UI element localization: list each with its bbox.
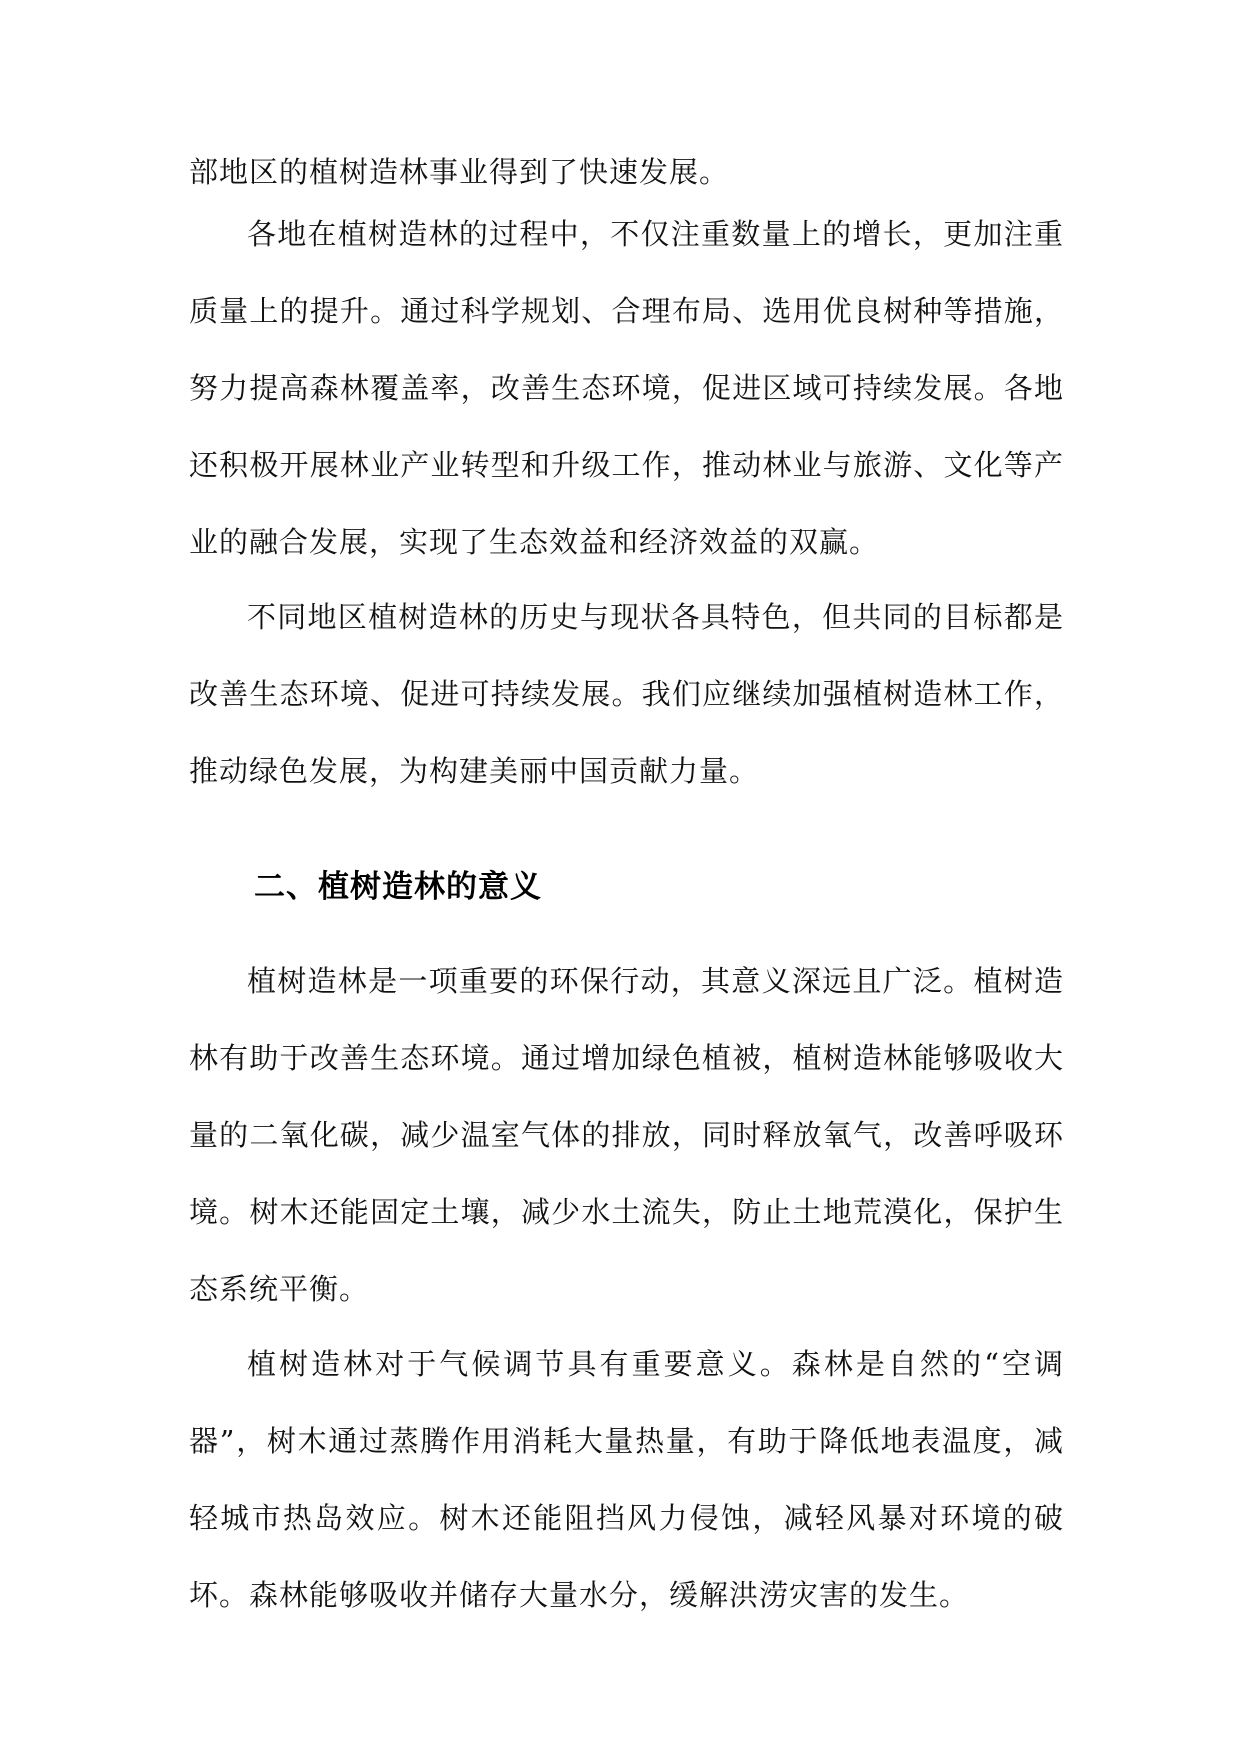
paragraph-regional-goals: 不同地区植树造林的历史与现状各具特色，但共同的目标都是改善生态环境、促进可持续发展。我们应继续加强植树造林工作，推动绿色发展，为构建美丽中国贡献力量。: [189, 600, 1064, 788]
paragraph-climate-regulation: 植树造林对于气候调节具有重要意义。森林是自然的“空调器”，树木通过蒸腾作用消耗大量热量，有助于降低地表温度，减轻城市热岛效应。树木还能阻挡风力侵蚀，减轻风暴对环境的破坏。森林能够吸收并储存大量水分，缓解洪涝灾害的发生。: [189, 1347, 1064, 1612]
paragraph-continuation: 部地区的植树造林事业得到了快速发展。: [189, 155, 730, 189]
paragraph-ecological-significance: 植树造林是一项重要的环保行动，其意义深远且广泛。植树造林有助于改善生态环境。通过增加绿色植被，植树造林能够吸收大量的二氧化碳，减少温室气体的排放，同时释放氧气，改善呼吸环境。树木还能固定土壤，减少水土流失，防止土地荒漠化，保护生态系统平衡。: [189, 964, 1064, 1306]
section-heading: 二、植树造林的意义: [254, 869, 542, 905]
paragraph-afforestation-quality: 各地在植树造林的过程中，不仅注重数量上的增长，更加注重质量上的提升。通过科学规划、合理布局、选用优良树种等措施，努力提高森林覆盖率，改善生态环境，促进区域可持续发展。各地还积极开展林业产业转型和升级工作，推动林业与旅游、文化等产业的融合发展，实现了生态效益和经济效益的双赢。: [189, 217, 1064, 559]
